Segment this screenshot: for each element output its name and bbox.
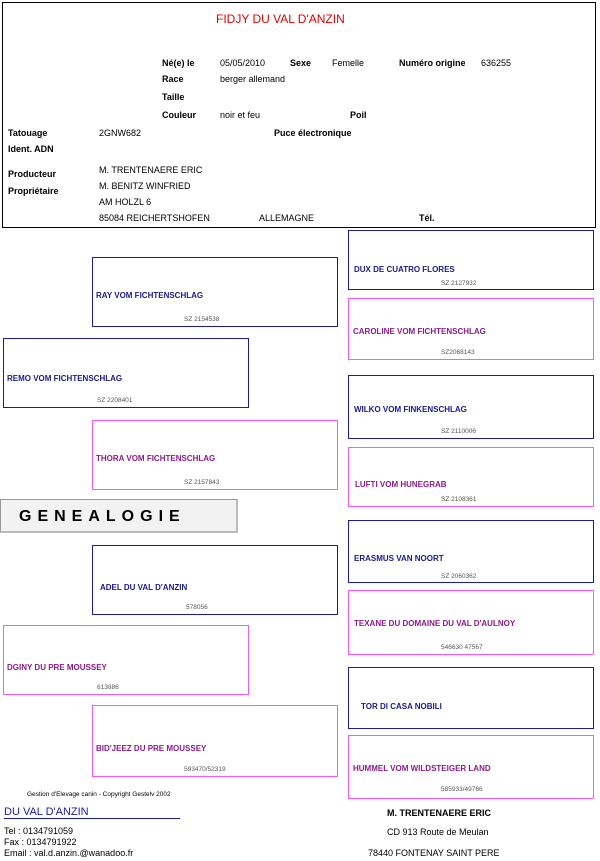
maternal-granddam-box[interactable] xyxy=(92,705,338,777)
ggp-box-1[interactable] xyxy=(348,230,594,290)
dna-label: Ident. ADN xyxy=(8,144,54,154)
origin-number-label: Numéro origine xyxy=(399,58,466,68)
coat-label: Poil xyxy=(350,110,367,120)
ggp-reg-1: SZ 2127932 xyxy=(441,280,477,287)
sire-name: REMO VOM FICHTENSCHLAG xyxy=(7,374,123,383)
chip-label: Puce électronique xyxy=(274,128,352,138)
dog-name-title: FIDJY DU VAL D'ANZIN xyxy=(216,12,345,26)
maternal-grandsire-name: ADEL DU VAL D'ANZIN xyxy=(100,583,188,592)
ggp-name-2: CAROLINE VOM FICHTENSCHLAG xyxy=(353,327,486,336)
paternal-granddam-reg: SZ 2157843 xyxy=(184,479,220,486)
kennel-email[interactable]: Email : val.d.anzin.@wanadoo.fr xyxy=(4,848,134,858)
ggp-box-4[interactable] xyxy=(348,447,594,507)
genealogie-banner xyxy=(0,499,238,533)
paternal-grandsire-box[interactable] xyxy=(92,257,338,327)
owner-label: Propriétaire xyxy=(8,186,59,196)
phone-label: Tél. xyxy=(419,213,435,223)
producer-value: M. TRENTENAERE ERIC xyxy=(99,165,203,175)
ggp-reg-3: SZ 2110006 xyxy=(441,428,476,435)
breed-label: Race xyxy=(162,74,184,84)
ggp-name-5: ERASMUS VAN NOORT xyxy=(354,554,444,563)
kennel-name: DU VAL D'ANZIN xyxy=(4,806,180,819)
dam-reg: 613886 xyxy=(97,684,119,691)
dog-info-panel xyxy=(2,2,596,228)
sex-value: Femelle xyxy=(332,58,365,68)
kennel-tel: Tel : 0134791059 xyxy=(4,826,74,836)
dam-box[interactable] xyxy=(3,625,249,695)
paternal-granddam-box[interactable] xyxy=(92,420,338,490)
maternal-granddam-reg: 593470/52319 xyxy=(184,766,226,773)
dam-name: DGINY DU PRE MOUSSEY xyxy=(7,663,107,672)
ggp-reg-4: SZ 2108361 xyxy=(441,496,477,503)
tattoo-value: 2GNW682 xyxy=(99,128,142,138)
breed-value: berger allemand xyxy=(220,74,286,84)
size-label: Taille xyxy=(162,92,185,102)
born-value: 05/05/2010 xyxy=(220,58,266,68)
ggp-box-3[interactable] xyxy=(348,375,594,439)
owner-city: 85084 REICHERTSHOFEN xyxy=(99,213,210,223)
ggp-box-8[interactable] xyxy=(348,735,594,799)
color-value: noir et feu xyxy=(220,110,261,120)
breeder-address: CD 913 Route de Meulan xyxy=(387,827,489,837)
tattoo-label: Tatouage xyxy=(8,128,48,138)
paternal-grandsire-reg: SZ 2154538 xyxy=(184,316,220,323)
color-label: Couleur xyxy=(162,110,197,120)
owner-country: ALLEMAGNE xyxy=(259,213,315,223)
sire-box[interactable] xyxy=(3,338,249,408)
ggp-name-7: TOR DI CASA NOBILI xyxy=(361,702,442,711)
paternal-granddam-name: THORA VOM FICHTENSCHLAG xyxy=(96,454,216,463)
maternal-grandsire-reg: 578056 xyxy=(186,604,208,611)
ggp-reg-6: 546630 47567 xyxy=(441,644,483,651)
ggp-box-6[interactable] xyxy=(348,590,594,655)
owner-value: M. BENITZ WINFRIED xyxy=(99,181,191,191)
producer-label: Producteur xyxy=(8,169,57,179)
ggp-box-5[interactable] xyxy=(348,520,594,583)
ggp-box-7[interactable] xyxy=(348,667,594,729)
genealogie-label: GENEALOGIE xyxy=(19,508,186,525)
ggp-reg-5: SZ 2060362 xyxy=(441,573,477,580)
born-label: Né(e) le xyxy=(162,58,195,68)
ggp-reg-2: SZ2068143 xyxy=(441,349,475,356)
sex-label: Sexe xyxy=(290,58,312,68)
ggp-name-8: HUMMEL VOM WILDSTEIGER LAND xyxy=(353,764,491,773)
ggp-reg-8: 585933/49766 xyxy=(441,786,483,793)
ggp-name-3: WILKO VOM FINKENSCHLAG xyxy=(354,405,467,414)
owner-address: AM HOLZL 6 xyxy=(99,197,152,207)
ggp-name-4: LUFTI VOM HUNEGRAB xyxy=(355,480,447,489)
sire-reg: SZ 2208401 xyxy=(97,397,133,404)
ggp-name-6: TEXANE DU DOMAINE DU VAL D'AULNOY xyxy=(354,619,516,628)
ggp-box-2[interactable] xyxy=(348,298,594,360)
kennel-fax: Fax : 0134791922 xyxy=(4,837,77,847)
origin-number-value: 636255 xyxy=(481,58,512,68)
maternal-granddam-name: BID'JEEZ DU PRE MOUSSEY xyxy=(96,744,207,753)
breeder-city: 78440 FONTENAY SAINT PERE xyxy=(368,848,500,858)
breeder-name: M. TRENTENAERE ERIC xyxy=(387,808,492,818)
ggp-name-1: DUX DE CUATRO FLORES xyxy=(354,265,455,274)
copyright-text: Gestion d'Elevage canin - Copyright Gestelv 2002 xyxy=(27,791,171,798)
paternal-grandsire-name: RAY VOM FICHTENSCHLAG xyxy=(96,291,204,300)
maternal-grandsire-box[interactable] xyxy=(92,545,338,615)
